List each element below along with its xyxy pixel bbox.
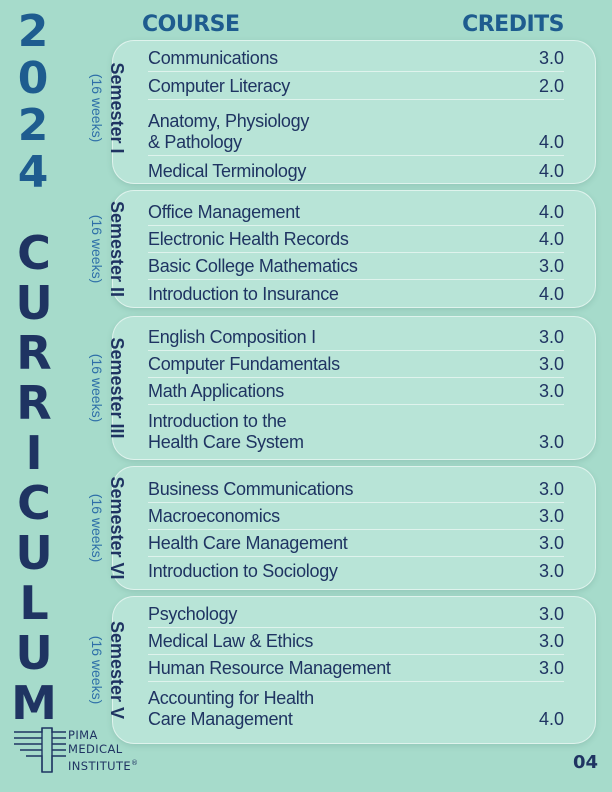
course-row bbox=[148, 628, 564, 655]
course-name: Basic College Mathematics bbox=[148, 256, 358, 276]
logo-text bbox=[68, 728, 138, 773]
year-digit: 2 bbox=[17, 6, 49, 57]
course-credits: 3.0 bbox=[538, 658, 564, 678]
course-name: English Composition I bbox=[148, 327, 316, 347]
course-name: Accounting for Health Care Management bbox=[148, 688, 314, 729]
course-name: Introduction to Sociology bbox=[148, 561, 338, 581]
course-credits: 4.0 bbox=[538, 709, 564, 729]
semester-title: Semester VI bbox=[107, 476, 127, 580]
year-digit: 0 bbox=[17, 53, 49, 104]
pima-medical-institute-logo bbox=[12, 726, 172, 776]
semester-weeks: (16 weeks) bbox=[89, 73, 105, 143]
registered-mark: ® bbox=[131, 759, 139, 767]
course-row bbox=[148, 156, 564, 184]
title-letter: U bbox=[15, 526, 53, 580]
course-row bbox=[148, 280, 564, 307]
course-row bbox=[148, 557, 564, 584]
course-credits: 3.0 bbox=[538, 354, 564, 374]
course-name: Psychology bbox=[148, 604, 238, 624]
course-name: Medical Law & Ethics bbox=[148, 631, 314, 651]
semester-label bbox=[76, 602, 128, 738]
semester-label bbox=[76, 320, 128, 456]
title-letter: M bbox=[11, 676, 57, 730]
course-credits: 3.0 bbox=[538, 604, 564, 624]
course-name: Math Applications bbox=[148, 381, 284, 401]
course-row bbox=[148, 351, 564, 378]
semester-weeks: (16 weeks) bbox=[89, 635, 105, 705]
course-credits: 3.0 bbox=[538, 48, 564, 68]
semester-label bbox=[76, 181, 128, 317]
course-name: Office Management bbox=[148, 202, 300, 222]
logo-line-1: PIMA bbox=[68, 728, 98, 742]
course-name: Human Resource Management bbox=[148, 658, 391, 678]
logo-line-3: INSTITUTE bbox=[68, 758, 132, 773]
semester-title: Semester III bbox=[107, 337, 127, 439]
course-name: Anatomy, Physiology & Pathology bbox=[148, 111, 310, 152]
title-letter: R bbox=[16, 326, 52, 380]
course-name: Macroeconomics bbox=[148, 506, 280, 526]
course-credits: 3.0 bbox=[538, 533, 564, 553]
course-row bbox=[148, 530, 564, 557]
course-name: Introduction to the Health Care System bbox=[148, 411, 304, 452]
course-credits: 3.0 bbox=[538, 432, 564, 452]
semester-label bbox=[76, 460, 128, 596]
course-name: Health Care Management bbox=[148, 533, 348, 553]
course-name: Computer Literacy bbox=[148, 76, 290, 96]
credits-column-header: CREDITS bbox=[462, 11, 564, 37]
course-row bbox=[148, 198, 564, 226]
course-row bbox=[148, 72, 564, 100]
course-credits: 3.0 bbox=[538, 256, 564, 276]
table-header bbox=[142, 8, 564, 40]
semester-title: Semester V bbox=[107, 620, 127, 720]
course-row bbox=[148, 226, 564, 253]
title-letter: C bbox=[17, 226, 51, 280]
semester-weeks: (16 weeks) bbox=[89, 353, 105, 423]
course-row bbox=[148, 655, 564, 682]
course-credits: 2.0 bbox=[538, 76, 564, 96]
course-credits: 4.0 bbox=[538, 202, 564, 222]
course-credits: 3.0 bbox=[538, 631, 564, 651]
course-row bbox=[148, 253, 564, 280]
title-letter: U bbox=[15, 276, 53, 330]
title-letter: C bbox=[17, 476, 51, 530]
course-row bbox=[148, 476, 564, 503]
title-letter: R bbox=[16, 376, 52, 430]
title-letter: I bbox=[25, 426, 43, 480]
course-column-header: COURSE bbox=[142, 11, 240, 37]
course-row bbox=[148, 324, 564, 351]
course-row bbox=[148, 405, 564, 455]
course-row bbox=[148, 378, 564, 405]
course-credits: 4.0 bbox=[538, 284, 564, 304]
semester-title: Semester I bbox=[107, 62, 127, 154]
course-row bbox=[148, 682, 564, 732]
year-digit: 2 bbox=[17, 100, 49, 151]
course-credits: 3.0 bbox=[538, 381, 564, 401]
semester-weeks: (16 weeks) bbox=[89, 493, 105, 563]
year-vertical bbox=[10, 8, 56, 196]
semester-title: Semester II bbox=[107, 200, 127, 298]
page-number: 04 bbox=[572, 752, 598, 773]
course-credits: 3.0 bbox=[538, 327, 564, 347]
course-credits: 3.0 bbox=[538, 506, 564, 526]
course-credits: 3.0 bbox=[538, 561, 564, 581]
course-credits: 4.0 bbox=[538, 132, 564, 152]
course-row bbox=[148, 46, 564, 72]
course-row bbox=[148, 100, 564, 156]
course-name: Medical Terminology bbox=[148, 161, 307, 181]
semester-label bbox=[76, 40, 128, 176]
year-digit: 4 bbox=[17, 147, 49, 198]
course-row bbox=[148, 601, 564, 628]
curriculum-vertical bbox=[6, 228, 62, 728]
course-name: Communications bbox=[148, 48, 278, 68]
course-row bbox=[148, 503, 564, 530]
title-letter: L bbox=[19, 576, 49, 630]
course-credits: 3.0 bbox=[538, 479, 564, 499]
title-letter: U bbox=[15, 626, 53, 680]
logo-line-2: MEDICAL bbox=[68, 742, 123, 756]
course-name: Computer Fundamentals bbox=[148, 354, 340, 374]
course-credits: 4.0 bbox=[538, 229, 564, 249]
course-name: Introduction to Insurance bbox=[148, 284, 339, 304]
semester-weeks: (16 weeks) bbox=[89, 214, 105, 284]
logo-mark-icon bbox=[12, 726, 68, 776]
course-name: Electronic Health Records bbox=[148, 229, 349, 249]
course-credits: 4.0 bbox=[538, 161, 564, 181]
course-name: Business Communications bbox=[148, 479, 354, 499]
